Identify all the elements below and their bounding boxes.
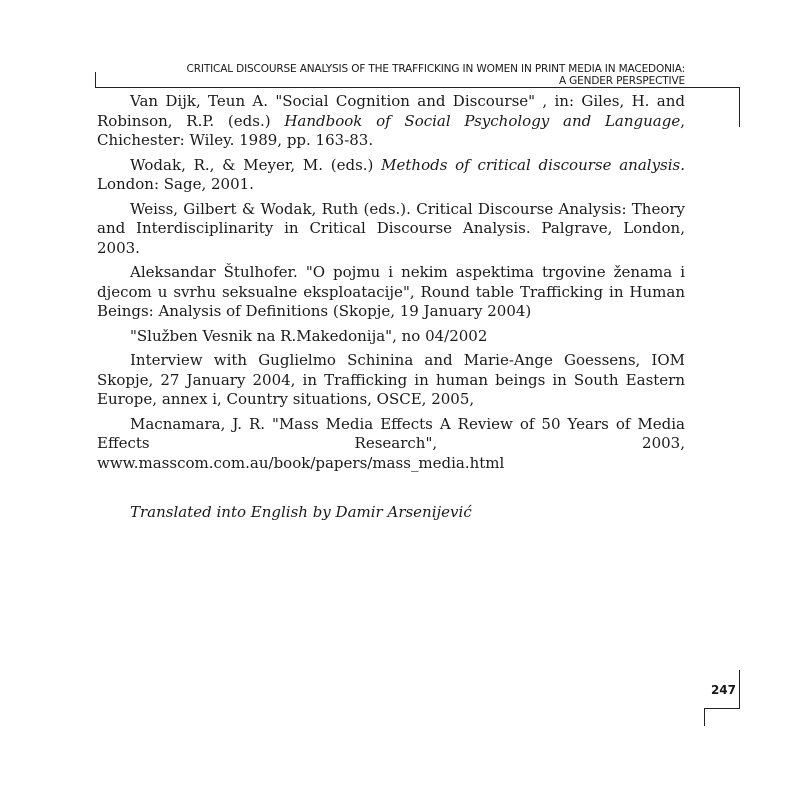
reference-entry: [97, 92, 685, 151]
page-number-rule-vertical: [739, 670, 740, 708]
reference-list: [97, 92, 685, 523]
reference-title: Methods of critical discourse analysis.: [381, 155, 685, 174]
running-header: [120, 63, 685, 87]
page-number: 247: [710, 683, 736, 697]
translation-credit: Translated into English by Damir Arsenijević: [130, 503, 472, 521]
reference-entry: [97, 156, 685, 195]
reference-text: "Služben Vesnik na R.Makedonija", no 04/2002: [130, 326, 488, 345]
reference-text: London: Sage, 2001.: [97, 175, 254, 193]
reference-text: Interview with Guglielmo Schinina and Marie-Ange Goessens, IOM Skopje, 27 January 2004, in Trafficking in human beings in South Eastern Europe, annex i, Country situations, OSCE, 2005,: [97, 351, 685, 408]
page-number-rule-tick: [704, 708, 705, 726]
running-header-line-2: A GENDER PERSPECTIVE: [558, 75, 685, 87]
reference-text: , Chichester: Wiley. 1989, pp. 163-83.: [97, 111, 685, 149]
reference-text: Van Dijk, Teun A. "Social Cognition and Discourse" , in: Giles, H. and Robinson, R.P. (eds.): [97, 92, 685, 130]
reference-text: Macnamara, J. R. "Mass Media Effects A Review of 50 Years of Media Effects Research", 2003, www.masscom.com.au/book/papers/mass_media.html: [97, 414, 685, 472]
reference-text: Aleksandar Štulhofer. "O pojmu i nekim aspektima trgovine ženama i djecom u svrhu seksualne eksploatacije", Round table Trafficking in Human Beings: Analysis of Definitions (Skopje, 19 January 2004): [97, 263, 685, 320]
header-rule-right: [739, 87, 740, 127]
page-number-rule-horizontal: [704, 708, 740, 709]
reference-text: Wodak, R., & Meyer, M. (eds.): [130, 155, 382, 174]
reference-entry: [97, 200, 685, 259]
header-rule: [95, 87, 740, 88]
reference-entry: [97, 415, 685, 474]
reference-entry: [97, 351, 685, 410]
reference-entry: [97, 327, 685, 347]
running-header-line-1: CRITICAL DISCOURSE ANALYSIS OF THE TRAFFICKING IN WOMEN IN PRINT MEDIA IN MACEDONIA:: [186, 63, 685, 75]
reference-text: Weiss, Gilbert & Wodak, Ruth (eds.). Critical Discourse Analysis: Theory and Interdisciplinarity in Critical Discourse Analysis. Palgrave, London, 2003.: [97, 199, 685, 257]
header-rule-left: [95, 72, 96, 88]
reference-title: Handbook of Social Psychology and Language: [284, 111, 681, 130]
reference-entry: [97, 263, 685, 322]
